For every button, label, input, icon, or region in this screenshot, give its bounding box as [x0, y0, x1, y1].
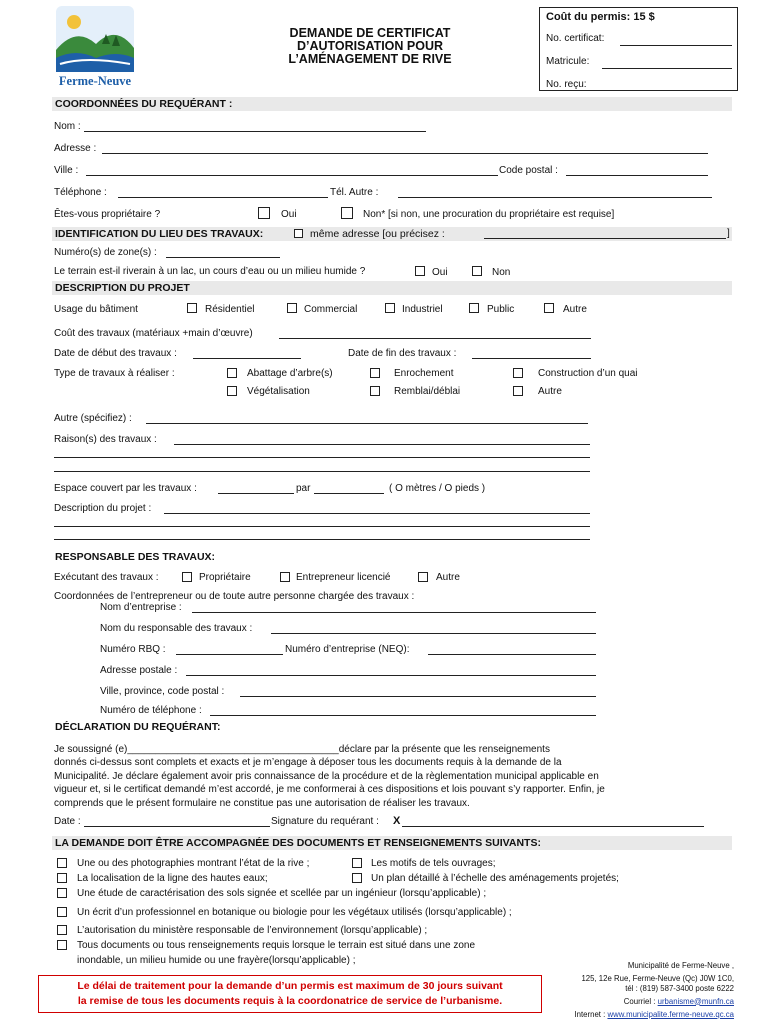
declaration-text [54, 743, 674, 810]
muni-name: Municipalité de Ferme-Neuve , [627, 961, 734, 970]
ville-field[interactable] [86, 175, 498, 176]
proprietaire-non-checkbox[interactable] [341, 207, 353, 219]
responsable-tel-label: Numéro de téléphone : [100, 705, 202, 716]
raisons-field-2[interactable] [54, 457, 590, 458]
type-quai-label: Construction d’un quai [538, 368, 638, 379]
section-declaration: DÉCLARATION DU REQUÉRANT: [52, 720, 732, 734]
type-quai-checkbox[interactable] [513, 368, 523, 378]
type-autre-label: Autre [538, 386, 562, 397]
doc-autorisation-label: L’autorisation du ministère responsable de l’environnement (lorsqu’applicable) ; [77, 925, 428, 936]
cert-no-label: No. certificat: [546, 33, 605, 44]
usage-public-label: Public [487, 304, 515, 315]
nom-label: Nom : [54, 121, 81, 132]
raisons-field-3[interactable] [54, 471, 590, 472]
usage-industriel-checkbox[interactable] [385, 303, 395, 313]
muni-email-row [575, 997, 735, 1008]
muni-address: 125, 12e Rue, Ferme-Neuve (Qc) J0W 1C0, [581, 973, 734, 983]
muni-email-label: Courriel : [623, 996, 656, 1006]
type-vegetalisation-checkbox[interactable] [227, 386, 237, 396]
doc-plan-label: Un plan détaillé à l’échelle des aménagements projetés; [371, 873, 619, 884]
usage-residentiel-label: Résidentiel [205, 304, 255, 315]
executant-label: Exécutant des travaux : [54, 572, 159, 583]
description-field-3[interactable] [54, 539, 590, 540]
description-field-2[interactable] [54, 526, 590, 527]
type-autre-checkbox[interactable] [513, 386, 523, 396]
type-enrochement-label: Enrochement [394, 368, 454, 379]
adresse-label: Adresse : [54, 143, 97, 154]
declaration-line-1: Je soussigné (e)______________________________________déclare par la présente que les renseignements [54, 744, 550, 755]
title-line-2: D’AUTORISATION POUR [296, 39, 444, 53]
adresse-field[interactable] [102, 153, 708, 154]
type-enrochement-checkbox[interactable] [370, 368, 380, 378]
nom-entreprise-field[interactable] [192, 612, 596, 613]
signature-x: X [393, 815, 401, 827]
doc-photos-label: Une ou des photographies montrant l’état de la rive ; [77, 858, 310, 869]
proprietaire-question: Êtes-vous propriétaire ? [54, 209, 161, 220]
cout-label: Coût des travaux (matériaux +main d’œuvre) [54, 328, 253, 339]
processing-notice [38, 975, 542, 1013]
date-label: Date : [54, 816, 81, 827]
executant-proprietaire-label: Propriétaire [199, 572, 251, 583]
debut-label: Date de début des travaux : [54, 348, 177, 359]
coordonnees-entrepreneur-label: Coordonnées de l’entrepreneur ou de toute autre personne chargée des travaux : [54, 591, 415, 602]
meme-adresse-checkbox[interactable] [294, 229, 303, 238]
receipt-field[interactable] [592, 90, 732, 91]
type-remblai-checkbox[interactable] [370, 386, 380, 396]
notice-line-1: Le délai de traitement pour la demande d’un permis est maximum de 30 jours suivant [77, 980, 503, 992]
usage-public-checkbox[interactable] [469, 303, 479, 313]
lieu-bracket: ] [727, 228, 730, 239]
riverain-non-label: Non [492, 267, 511, 278]
type-abattage-label: Abattage d’arbre(s) [247, 368, 333, 379]
riverain-oui-label: Oui [432, 267, 448, 278]
municipal-logo [46, 4, 144, 90]
autre-specifiez-label: Autre (spécifiez) : [54, 413, 132, 424]
fee-box [539, 7, 738, 91]
nom-field[interactable] [84, 131, 426, 132]
notice-line-2: la remise de tous les documents requis à la coordonatrice de service de l’urbanisme. [77, 995, 503, 1007]
doc-zone-label-1: Tous documents ou tous renseignements requis lorsque le terrain est situé dans une zone [77, 940, 476, 951]
usage-commercial-label: Commercial [304, 304, 358, 315]
tel-autre-label: Tél. Autre : [330, 187, 379, 198]
ville-province-field[interactable] [240, 696, 596, 697]
nom-responsable-field[interactable] [271, 633, 596, 634]
executant-entrepreneur-label: Entrepreneur licencié [296, 572, 391, 583]
doc-zone-checkbox[interactable] [57, 940, 67, 950]
doc-motifs-label: Les motifs de tels ouvrages; [371, 858, 496, 869]
doc-photos-checkbox[interactable] [57, 858, 67, 868]
lieu-precisez-field[interactable] [484, 238, 726, 239]
doc-zone-label-2: inondable, un milieu humide ou une frayère(lorsqu’applicable) ; [77, 955, 356, 966]
description-label: Description du projet : [54, 503, 152, 514]
code-postal-label: Code postal : [499, 165, 558, 176]
logo-text: Ferme-Neuve [58, 74, 132, 88]
doc-autorisation-checkbox[interactable] [57, 925, 67, 935]
proprietaire-oui-label: Oui [281, 209, 297, 220]
muni-web-row [575, 1010, 735, 1021]
neq-field[interactable] [428, 654, 596, 655]
nom-entreprise-label: Nom d’entreprise : [100, 602, 182, 613]
muni-email-link[interactable]: urbanisme@munfn.ca [657, 996, 734, 1006]
doc-etude-label: Une étude de caractérisation des sols signée et scellée par un ingénieur (lorsqu’applicable) ; [77, 888, 487, 899]
doc-localisation-checkbox[interactable] [57, 873, 67, 883]
type-remblai-label: Remblai/déblai [394, 386, 461, 397]
title-line-1: DEMANDE DE CERTIFICAT [289, 26, 451, 40]
executant-autre-label: Autre [436, 572, 460, 583]
doc-etude-checkbox[interactable] [57, 888, 67, 898]
telephone-label: Téléphone : [54, 187, 107, 198]
adresse-postale-field[interactable] [186, 675, 596, 676]
doc-ecrit-checkbox[interactable] [57, 907, 67, 917]
zones-field[interactable] [166, 257, 280, 258]
zones-label: Numéro(s) de zone(s) : [54, 247, 157, 258]
responsable-tel-field[interactable] [210, 715, 596, 716]
riverain-non-checkbox[interactable] [472, 266, 482, 276]
riverain-question: Le terrain est-il riverain à un lac, un cours d’eau ou un milieu humide ? [54, 266, 366, 277]
receipt-label: No. reçu: [546, 79, 587, 90]
type-vegetalisation-label: Végétalisation [247, 386, 310, 397]
doc-motifs-checkbox[interactable] [352, 858, 362, 868]
proprietaire-oui-checkbox[interactable] [258, 207, 270, 219]
declaration-line-3: Municipalité. Je déclare également avoir pris connaissance de la procédure et de la règlementation municipal applicable en [54, 770, 599, 782]
executant-proprietaire-checkbox[interactable] [182, 572, 192, 582]
section-coordonnees: COORDONNÉES DU REQUÉRANT : [52, 97, 732, 111]
matricule-label: Matricule: [546, 56, 590, 67]
fin-field[interactable] [472, 358, 591, 359]
muni-web-link[interactable]: www.municipalite.ferme-neuve.qc.ca [607, 1010, 734, 1019]
muni-tel: tél : (819) 587-3400 poste 6222 [625, 984, 734, 993]
doc-localisation-label: La localisation de la ligne des hautes eaux; [77, 873, 268, 884]
description-field-1[interactable] [164, 513, 590, 514]
usage-commercial-checkbox[interactable] [287, 303, 297, 313]
espace-field-1[interactable] [218, 493, 294, 494]
declaration-line-4: vigueur et, si le certificat demandé m’est accordé, je me conformerai à ces dispositions et lois pouvant s’y rapporter. Enfin, je [54, 784, 605, 796]
signature-field[interactable] [402, 826, 704, 827]
usage-autre-label: Autre [563, 304, 587, 315]
espace-par-label: par [296, 483, 311, 494]
adresse-postale-label: Adresse postale : [100, 665, 178, 676]
cert-no-field[interactable] [620, 45, 732, 46]
matricule-field[interactable] [602, 68, 732, 69]
usage-label: Usage du bâtiment [54, 304, 138, 315]
muni-web-label: Internet : [574, 1010, 606, 1019]
tel-autre-field[interactable] [398, 197, 712, 198]
executant-entrepreneur-checkbox[interactable] [280, 572, 290, 582]
usage-autre-checkbox[interactable] [544, 303, 554, 313]
lieu-heading: IDENTIFICATION DU LIEU DES TRAVAUX: [55, 228, 264, 240]
signature-label: Signature du requérant : [271, 816, 379, 827]
type-abattage-checkbox[interactable] [227, 368, 237, 378]
usage-industriel-label: Industriel [402, 304, 443, 315]
fee-label: Coût du permis: 15 $ [546, 11, 655, 23]
code-postal-field[interactable] [566, 175, 708, 176]
doc-ecrit-label: Un écrit d’un professionnel en botanique ou biologie pour les végétaux utilisés (lorsqu’applicable) ; [77, 907, 512, 918]
date-field[interactable] [84, 826, 270, 827]
ville-province-label: Ville, province, code postal : [100, 686, 225, 697]
declaration-line-2: donnés ci-dessus sont complets et exacts et je m’engage à déposer tous les documents requis à la demande de la [54, 757, 562, 769]
espace-label: Espace couvert par les travaux : [54, 483, 197, 494]
doc-plan-checkbox[interactable] [352, 873, 362, 883]
declaration-line-5: comprends que le présent formulaire ne constitue pas une autorisation de réaliser les travaux. [54, 797, 470, 809]
section-projet: DESCRIPTION DU PROJET [52, 281, 732, 295]
section-documents: LA DEMANDE DOIT ÊTRE ACCOMPAGNÉE DES DOCUMENTS ET RENSEIGNEMENTS SUIVANTS: [52, 836, 732, 850]
form-title [240, 27, 500, 66]
espace-field-2[interactable] [314, 493, 384, 494]
executant-autre-checkbox[interactable] [418, 572, 428, 582]
usage-residentiel-checkbox[interactable] [187, 303, 197, 313]
telephone-field[interactable] [118, 197, 328, 198]
neq-label: Numéro d’entreprise (NEQ): [285, 644, 410, 655]
type-label: Type de travaux à réaliser : [54, 368, 175, 379]
riverain-oui-checkbox[interactable] [415, 266, 425, 276]
debut-field[interactable] [193, 358, 301, 359]
meme-adresse-label: même adresse [ou précisez : [310, 228, 445, 240]
title-line-3: L’AMÉNAGEMENT DE RIVE [288, 52, 452, 66]
espace-units[interactable]: ( O mètres / O pieds ) [389, 483, 486, 494]
cout-field[interactable] [279, 338, 591, 339]
rbq-field[interactable] [176, 654, 283, 655]
municipality-contact [575, 961, 735, 1021]
autre-specifiez-field[interactable] [146, 423, 588, 424]
section-responsable: RESPONSABLE DES TRAVAUX: [52, 550, 732, 564]
raisons-label: Raison(s) des travaux : [54, 434, 157, 445]
proprietaire-non-label: Non* [si non, une procuration du propriétaire est requise] [363, 209, 615, 220]
ville-label: Ville : [54, 165, 79, 176]
rbq-label: Numéro RBQ : [100, 644, 166, 655]
fin-label: Date de fin des travaux : [348, 348, 457, 359]
nom-responsable-label: Nom du responsable des travaux : [100, 623, 253, 634]
raisons-field-1[interactable] [174, 444, 590, 445]
